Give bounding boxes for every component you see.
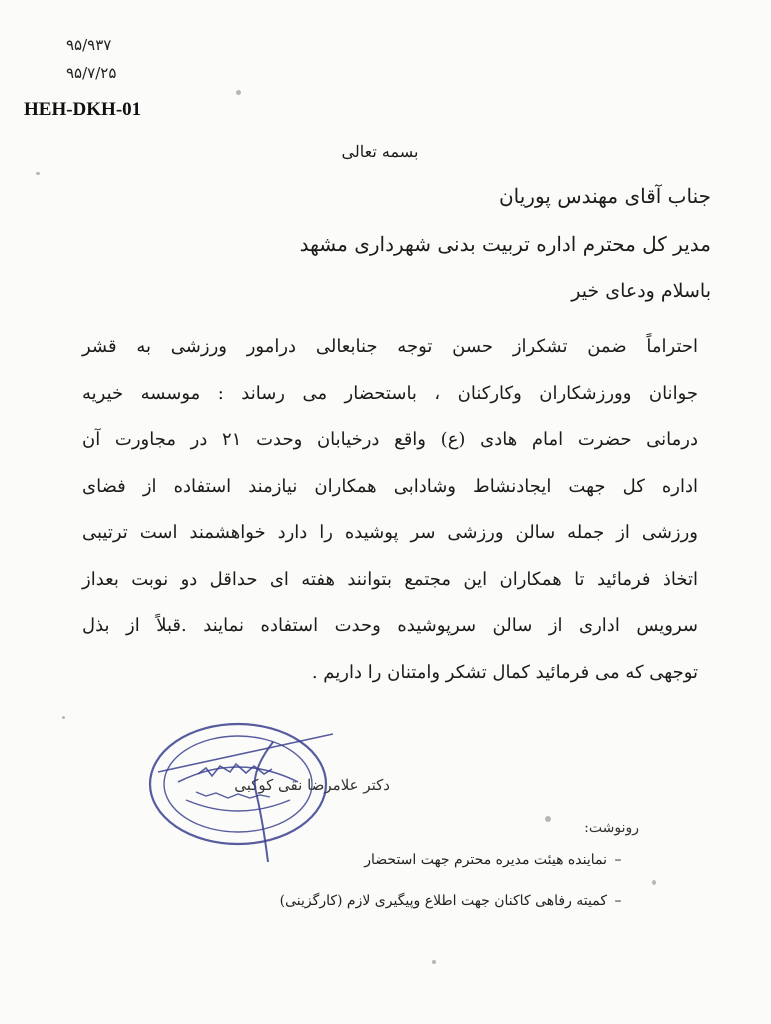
scan-speck xyxy=(432,960,436,964)
letter-date: ۹۵/۷/۲۵ xyxy=(66,64,117,82)
letter-body xyxy=(82,324,698,696)
reference-number: ۹۵/۹۳۷ xyxy=(66,36,112,54)
body-line: اداره کل جهت ایجادنشاط وشادابی همکاران نیازمند استفاده از فضای xyxy=(82,475,698,497)
body-line: جوانان وورزشکاران وکارکنان ، باستحضار می رساند : موسسه خیریه xyxy=(82,382,698,404)
scan-speck xyxy=(36,172,40,175)
body-line: احتراماً ضمن تشکراز حسن توجه جنابعالی درامور ورزشی به قشر xyxy=(82,336,698,357)
document-code: HEH-DKH-01 xyxy=(24,99,142,120)
body-line: درمانی حضرت امام هادی (ع) واقع درخیابان وحدت ۲۱ در مجاورت آن xyxy=(82,429,698,450)
body-line: اتخاذ فرمائید تا همکاران این مجتمع بتوانند هفته ای حداقل دو نوبت بعداز xyxy=(82,568,698,590)
body-line: توجهی که می فرمائید کمال تشکر وامتنان را داریم . xyxy=(311,661,698,683)
addressee-title: مدیر کل محترم اداره تربیت بدنی شهرداری مشهد xyxy=(299,232,711,256)
body-line: سرویس اداری از سالن سرپوشیده وحدت استفاده نمایند .قبلاً از بذل xyxy=(82,615,698,636)
invocation-heading: بسمه تعالی xyxy=(341,142,419,161)
scan-speck xyxy=(236,90,241,95)
body-line: ورزشی از جمله سالن ورزشی سر پوشیده را دارد خواهشمند است ترتیبی xyxy=(82,522,698,543)
official-stamp-icon xyxy=(138,712,338,862)
cc-item: –کمیته رفاهی کاکنان جهت اطلاع وپیگیری لازم (کارگزینی) xyxy=(279,893,622,909)
addressee-name: جناب آقای مهندس پوریان xyxy=(498,184,711,208)
cc-item: –نماینده هیئت مدیره محترم جهت استحضار xyxy=(364,852,622,868)
greeting: باسلام ودعای خیر xyxy=(571,280,711,302)
cc-item-text: کمیته رفاهی کاکنان جهت اطلاع وپیگیری لازم (کارگزینی) xyxy=(279,893,607,909)
cc-item-text: نماینده هیئت مدیره محترم جهت استحضار xyxy=(364,852,607,868)
scan-speck xyxy=(62,716,65,719)
scan-speck xyxy=(545,816,551,822)
cc-title: رونوشت: xyxy=(584,820,639,836)
signature-name: دکتر علامرضا نقی کوکبی xyxy=(234,776,390,794)
scan-speck xyxy=(652,880,656,885)
